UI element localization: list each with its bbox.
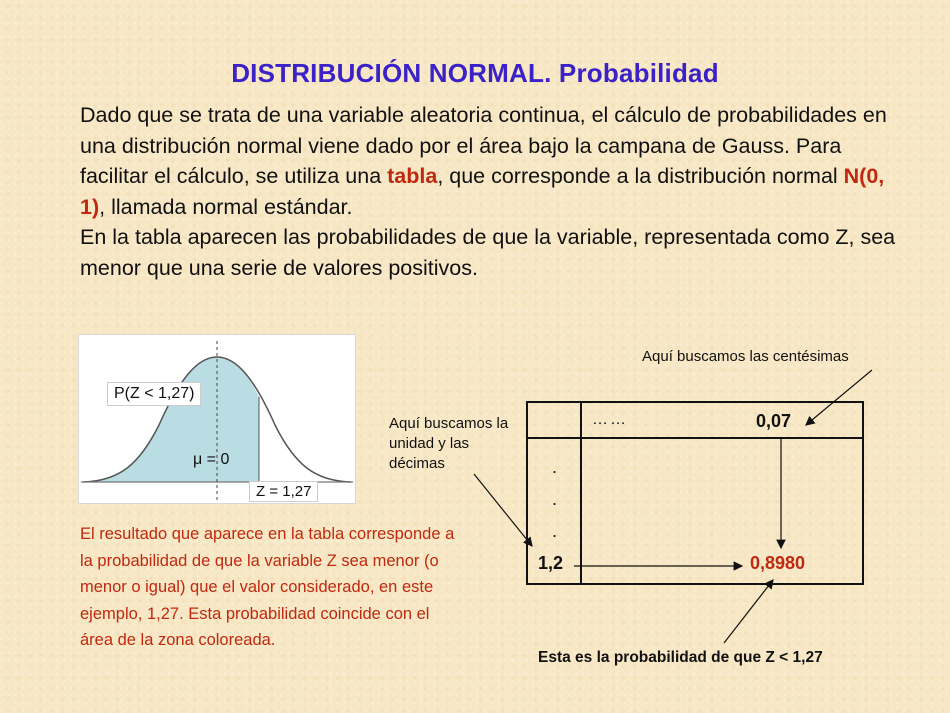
intro-second-paragraph: En la tabla aparecen las probabilidades de que la variable, representada como Z, sea menor que una serie de valores positivos.	[80, 225, 896, 280]
mean-label: μ = 0	[193, 451, 230, 468]
probability-label: P(Z < 1,27)	[107, 382, 201, 406]
z-value-label: Z = 1,27	[249, 481, 318, 502]
note-unidad: Aquí buscamos la unidad y las décimas	[389, 415, 509, 472]
column-header-007: 0,07	[756, 411, 792, 431]
column-ellipsis: ……	[592, 411, 628, 428]
result-text: El resultado que aparece en la tabla corresponde a la probabilidad de que la variable Z sea menor (o menor o igual) que el valor considerado, en este ejemplo, 1,27. Esta probabilidad coincide con el área de la zona coloreada.	[80, 525, 455, 649]
slide-title: DISTRIBUCIÓN NORMAL. Probabilidad	[231, 58, 719, 88]
tabla-highlight: tabla	[387, 164, 438, 188]
intro-text-2: , que corresponde a la distribución normal	[437, 164, 844, 188]
note-probabilidad: Esta es la probabilidad de que Z < 1,27	[538, 649, 823, 666]
intro-text-1: Dado que se trata de una variable aleatoria continua, el cálculo de probabilidades en una distribución normal viene dado por el área bajo la campana de Gauss. Para facilitar el cálculo, se utiliza una	[80, 103, 887, 188]
arrow-unidad	[474, 474, 532, 546]
arrow-probabilidad	[724, 580, 773, 643]
arrow-centesimas	[806, 370, 872, 425]
note-centesimas: Aquí buscamos las centésimas	[642, 348, 849, 365]
row-dot: .	[552, 489, 558, 509]
intro-text-3: , llamada normal estándar.	[99, 194, 353, 219]
probability-value: 0,8980	[750, 553, 806, 573]
row-dot: .	[552, 521, 558, 541]
row-header-12: 1,2	[538, 553, 564, 573]
n01-highlight: N(0, 1)	[80, 164, 885, 219]
row-dot: .	[552, 457, 558, 477]
